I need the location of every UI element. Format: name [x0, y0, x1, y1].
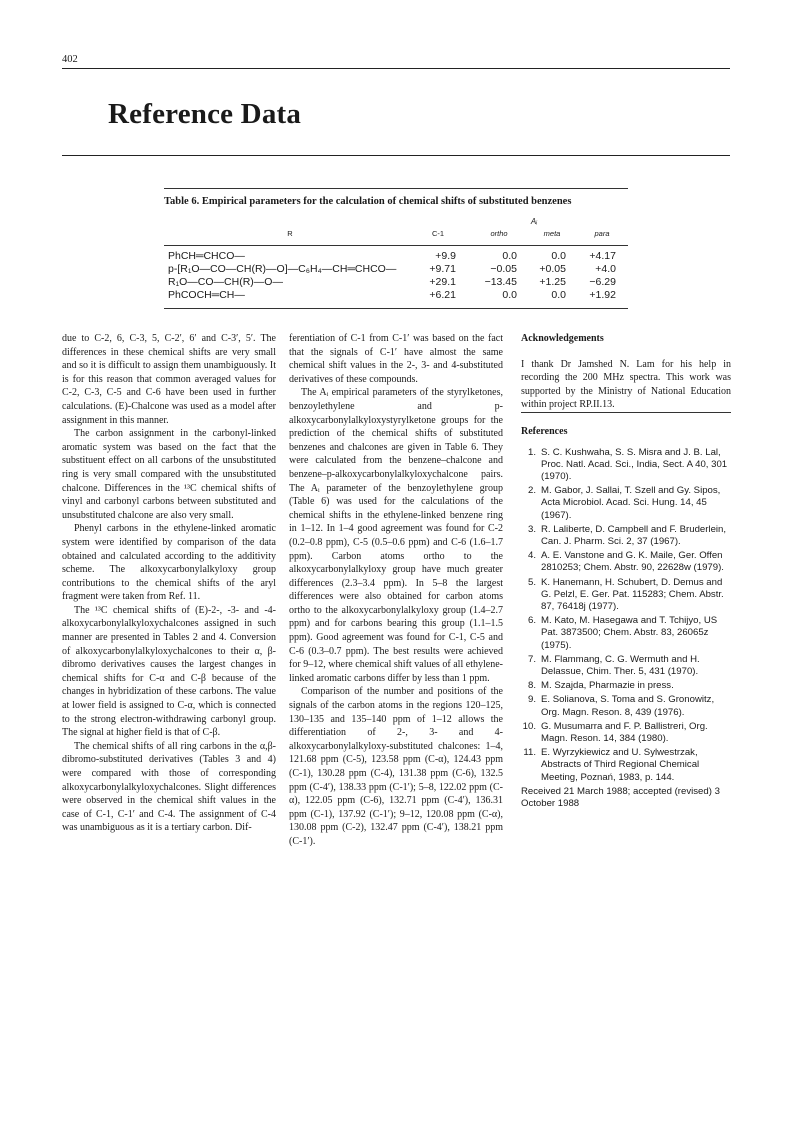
reference-text: S. C. Kushwaha, S. S. Misra and J. B. Lal, Proc. Natl. Acad. Sci., India, Sect. A 40, 301 (1970).: [541, 446, 728, 482]
paragraph: Comparison of the number and positions of the signals of the carbon atoms in the regions 120–125, 130–135 and 135–140 ppm of 1–12 allows the differentiation of 2-, 3- and 4-alkoxycarbonylalkyloxy-substituted chalcones: 1–4, 121.68 ppm (C-5), 123.58 ppm (C-α), 124.43 ppm (C-1), 130.28 ppm (C-4), 131.38 ppm (C-6), 132.5 ppm (C-4′), 138.33 ppm (C-1′); 5–8, 122.02 ppm (C-α), 122.05 ppm (C-6), 132.71 ppm (C-4′), 136.31 ppm (C-1), 137.92 (C-1′); 9–12, 120.08 ppm (C-α), 130.08 ppm (C-2), 132.47 ppm (C-4′), 138.21 ppm (C-1′).: [289, 686, 503, 847]
paragraph: The carbon assignment in the carbonyl-linked aromatic system was based on the fact that the substituent effect on all carbons of the unsubstituted ring is very small compared with the unsubstituted chalcone. Differences in the ¹³C chemical shifts of vinyl and carbonyl carbons between substituted and unsubstituted chalcone are also very small.: [62, 428, 276, 521]
reference-item: [521, 721, 731, 745]
table-cell-ortho: 0.0: [502, 289, 517, 301]
table-row: [164, 250, 628, 263]
reference-item: [521, 550, 731, 574]
reference-text: M. Szajda, Pharmazie in press.: [541, 680, 674, 692]
reference-item: [521, 485, 731, 522]
reference-item: [521, 680, 731, 692]
table-cell-para: +4.17: [589, 250, 616, 262]
acknowledgements-text: I thank Dr Jamshed N. Lam for his help in recording the 200 MHz spectra. This work was supported by the Ministry of National Education within project RP.II.13.: [521, 358, 731, 411]
reference-number: 11.: [523, 747, 536, 759]
reference-item: [521, 654, 731, 678]
reference-number: 10.: [522, 720, 536, 732]
reference-text: M. Flammang, C. G. Wermuth and H. Delassue, Chim. Ther. 5, 431 (1970).: [541, 653, 700, 678]
table-col-para: para: [594, 229, 610, 238]
reference-item: [521, 524, 731, 548]
reference-number: 1.: [527, 446, 536, 458]
reference-number: 5.: [527, 576, 536, 588]
table-row: [164, 289, 628, 302]
reference-item: [521, 447, 731, 484]
reference-text: M. Kato, M. Hasegawa and T. Tchijyo, US Pat. 3873500; Chem. Abstr. 83, 26065z (1975).: [541, 615, 718, 651]
table-cell-r: PhCH═CHCO—: [168, 250, 245, 262]
table-group-header: Aᵢ: [530, 217, 538, 226]
table-cell-c1: +29.1: [429, 276, 456, 288]
paragraph: Phenyl carbons in the ethylene-linked aromatic system were identified by comparison of the data obtained and calculated according to the additivity scheme. The alkoxycarbonylalkyloxy group contributions to the chemical shifts of the aryl fragment were taken from Ref. 11.: [62, 523, 276, 603]
table-cell-r: p-[R₁O—CO—CH(R)—O]—C₆H₄—CH═CHCO—: [168, 263, 397, 275]
body-column-2: [289, 332, 503, 849]
table-row: [164, 263, 628, 276]
body-column-3: [521, 332, 731, 810]
table-cell-c1: +9.71: [429, 263, 456, 275]
reference-number: 9.: [527, 694, 536, 706]
reference-text: E. Solianova, S. Toma and S. Gronowitz, Org. Magn. Reson. 8, 439 (1976).: [541, 694, 715, 718]
reference-number: 8.: [527, 680, 536, 692]
table-cell-ortho: 0.0: [502, 250, 517, 262]
paragraph: ferentiation of C-1 from C-1′ was based on the fact that the signals of C-1′ have almost the same chemical shift values in the 2-, 3- and 4-substituted derivatives of these compounds.: [289, 333, 503, 385]
reference-number: 7.: [527, 653, 536, 665]
table-cell-para: +1.92: [589, 289, 616, 301]
references-list: [521, 447, 731, 784]
reference-number: 6.: [527, 615, 536, 627]
top-rule: [62, 68, 730, 69]
table-cell-meta: +0.05: [539, 263, 566, 275]
paragraph: The chemical shifts of all ring carbons in the α,β-dibromo-substituted derivatives (Tables 3 and 4) were compared with those of corresponding alkoxycarbonylalkyloxychalcones. Slight differences were observed in the chemical shift values in the case of C-1, C-1′ and C-4. The assignment of C-4 was unambiguous as it is a tertiary carbon. Dif-: [62, 740, 276, 834]
paragraph: The ¹³C chemical shifts of (E)-2-, -3- and -4-alkoxycarbonylalkyloxychalcones assigned in such manner are presented in Tables 2 and 4. Conversion of alkoxycarbonylalkyloxychalcones to their α, β-dibromo derivatives causes the largest changes in chemical shifts for C-α and C-β because of the changes in hybridization of these carbons. The value at lower field is assigned to C-α, which is connected to the strong electron-withdrawing carbonyl group. The signal at higher field is that of C-β.: [62, 604, 276, 739]
table-cell-meta: 0.0: [551, 289, 566, 301]
reference-text: M. Gabor, J. Sallai, T. Szell and Gy. Sipos, Acta Microbiol. Acad. Sci. Hung. 14, 45 (1967).: [541, 485, 721, 521]
table-cell-meta: 0.0: [551, 250, 566, 262]
page-number: 402: [62, 54, 78, 65]
table-bottom-rule: [164, 308, 628, 309]
reference-item: [521, 694, 731, 718]
reference-number: 2.: [527, 485, 536, 497]
table-cell-meta: +1.25: [539, 276, 566, 288]
references-rule: [521, 412, 731, 413]
table-caption: Table 6. Empirical parameters for the calculation of chemical shifts of substituted benzenes: [164, 196, 572, 207]
received-dates: Received 21 March 1988; accepted (revised) 3 October 1988: [521, 785, 720, 810]
table-cell-ortho: −0.05: [490, 263, 517, 275]
reference-text: G. Musumarra and F. P. Ballistreri, Org. Magn. Reson. 14, 384 (1980).: [541, 720, 708, 745]
table-col-ortho: ortho: [490, 229, 508, 238]
table-col-r: R: [287, 229, 293, 238]
section-rule: [62, 155, 730, 156]
reference-item: [521, 747, 731, 784]
reference-text: R. Laliberte, D. Campbell and F. Bruderlein, Can. J. Pharm. Sci. 2, 37 (1967).: [541, 523, 727, 547]
reference-text: E. Wyrzykiewicz and U. Sylwestrzak, Abstracts of Third Regional Chemical Meeting, Poznań, 1983, p. 144.: [541, 747, 700, 783]
reference-item: [521, 577, 731, 614]
table-cell-para: −6.29: [589, 276, 616, 288]
paragraph: due to C-2, 6, C-3, 5, C-2′, 6′ and C-3′, 5′. The differences in these chemical shifts are very small and so it is difficult to assign them unambiguously. It is for this reason that common averaged values for C-2, C-3, C-5 and C-6 have been used in further calculations. (E)-Chalcone was used as a model after assignment in this manner.: [62, 333, 276, 426]
reference-number: 4.: [527, 550, 536, 562]
paragraph: The Aᵢ empirical parameters of the styrylketones, benzoylethylene and p-alkoxycarbonylalkyloxystyrylketone groups for the prediction of the chemical shifts of substituted benzenes and chalcones are given in Table 6. They were calculated from the benzene–chalcone and benzene–p-alkoxycarbonylalkyloxychalcone pairs. The Aᵢ parameter of the benzoylethylene group (Table 6) was used for the calculations of the chemical shifts in the ethylene-linked benzene ring in 1–12. In 1–4 good agreement was found for C-2 (0.2–0.8 ppm), C-5 (0.5–0.6 ppm) and C-6 (1.6–1.7 ppm). Carbon atoms ortho to the alkoxycarbonylalkyloxy group have much greater differences (2.3–3.4 ppm). In 5–8 the largest differences were also obtained for carbon atoms ortho to the alkoxycarbonylalkyloxy group (1.4–2.7 ppm) and for carbons bearing this group (1.1–1.5 ppm). Good agreement was found for C-1, C-5 and C-6 (0.3–0.7 ppm). The best results were achieved for 9–12, where chemical shift values of all ethylene-linked aromatic carbons differ by less than 1 ppm.: [289, 387, 503, 684]
table-cell-c1: +9.9: [435, 250, 456, 262]
acknowledgements-heading: Acknowledgements: [521, 333, 604, 344]
table-cell-r: PhCOCH═CH—: [168, 289, 245, 301]
table-header: [164, 215, 628, 245]
reference-number: 3.: [527, 523, 536, 535]
reference-text: K. Hanemann, H. Schubert, D. Demus and G. Pelzl, E. Ger. Pat. 115283; Chem. Abstr. 87, 76418j (1977).: [541, 576, 724, 612]
body-column-1: [62, 332, 276, 835]
reference-item: [521, 615, 731, 652]
references-heading: References: [521, 425, 568, 437]
table-col-c1: C-1: [431, 229, 445, 238]
table-6: [164, 188, 628, 309]
table-row: [164, 276, 628, 289]
table-cell-para: +4.0: [595, 263, 616, 275]
table-cell-ortho: −13.45: [484, 276, 517, 288]
section-title: Reference Data: [108, 98, 302, 130]
table-cell-r: R₁O—CO—CH(R)—O—: [168, 276, 283, 288]
table-body: [164, 246, 628, 308]
table-cell-c1: +6.21: [429, 289, 456, 301]
reference-text: A. E. Vanstone and G. K. Maile, Ger. Offen 2810253; Chem. Abstr. 90, 22628w (1979).: [541, 550, 724, 574]
table-col-meta: meta: [543, 229, 561, 238]
